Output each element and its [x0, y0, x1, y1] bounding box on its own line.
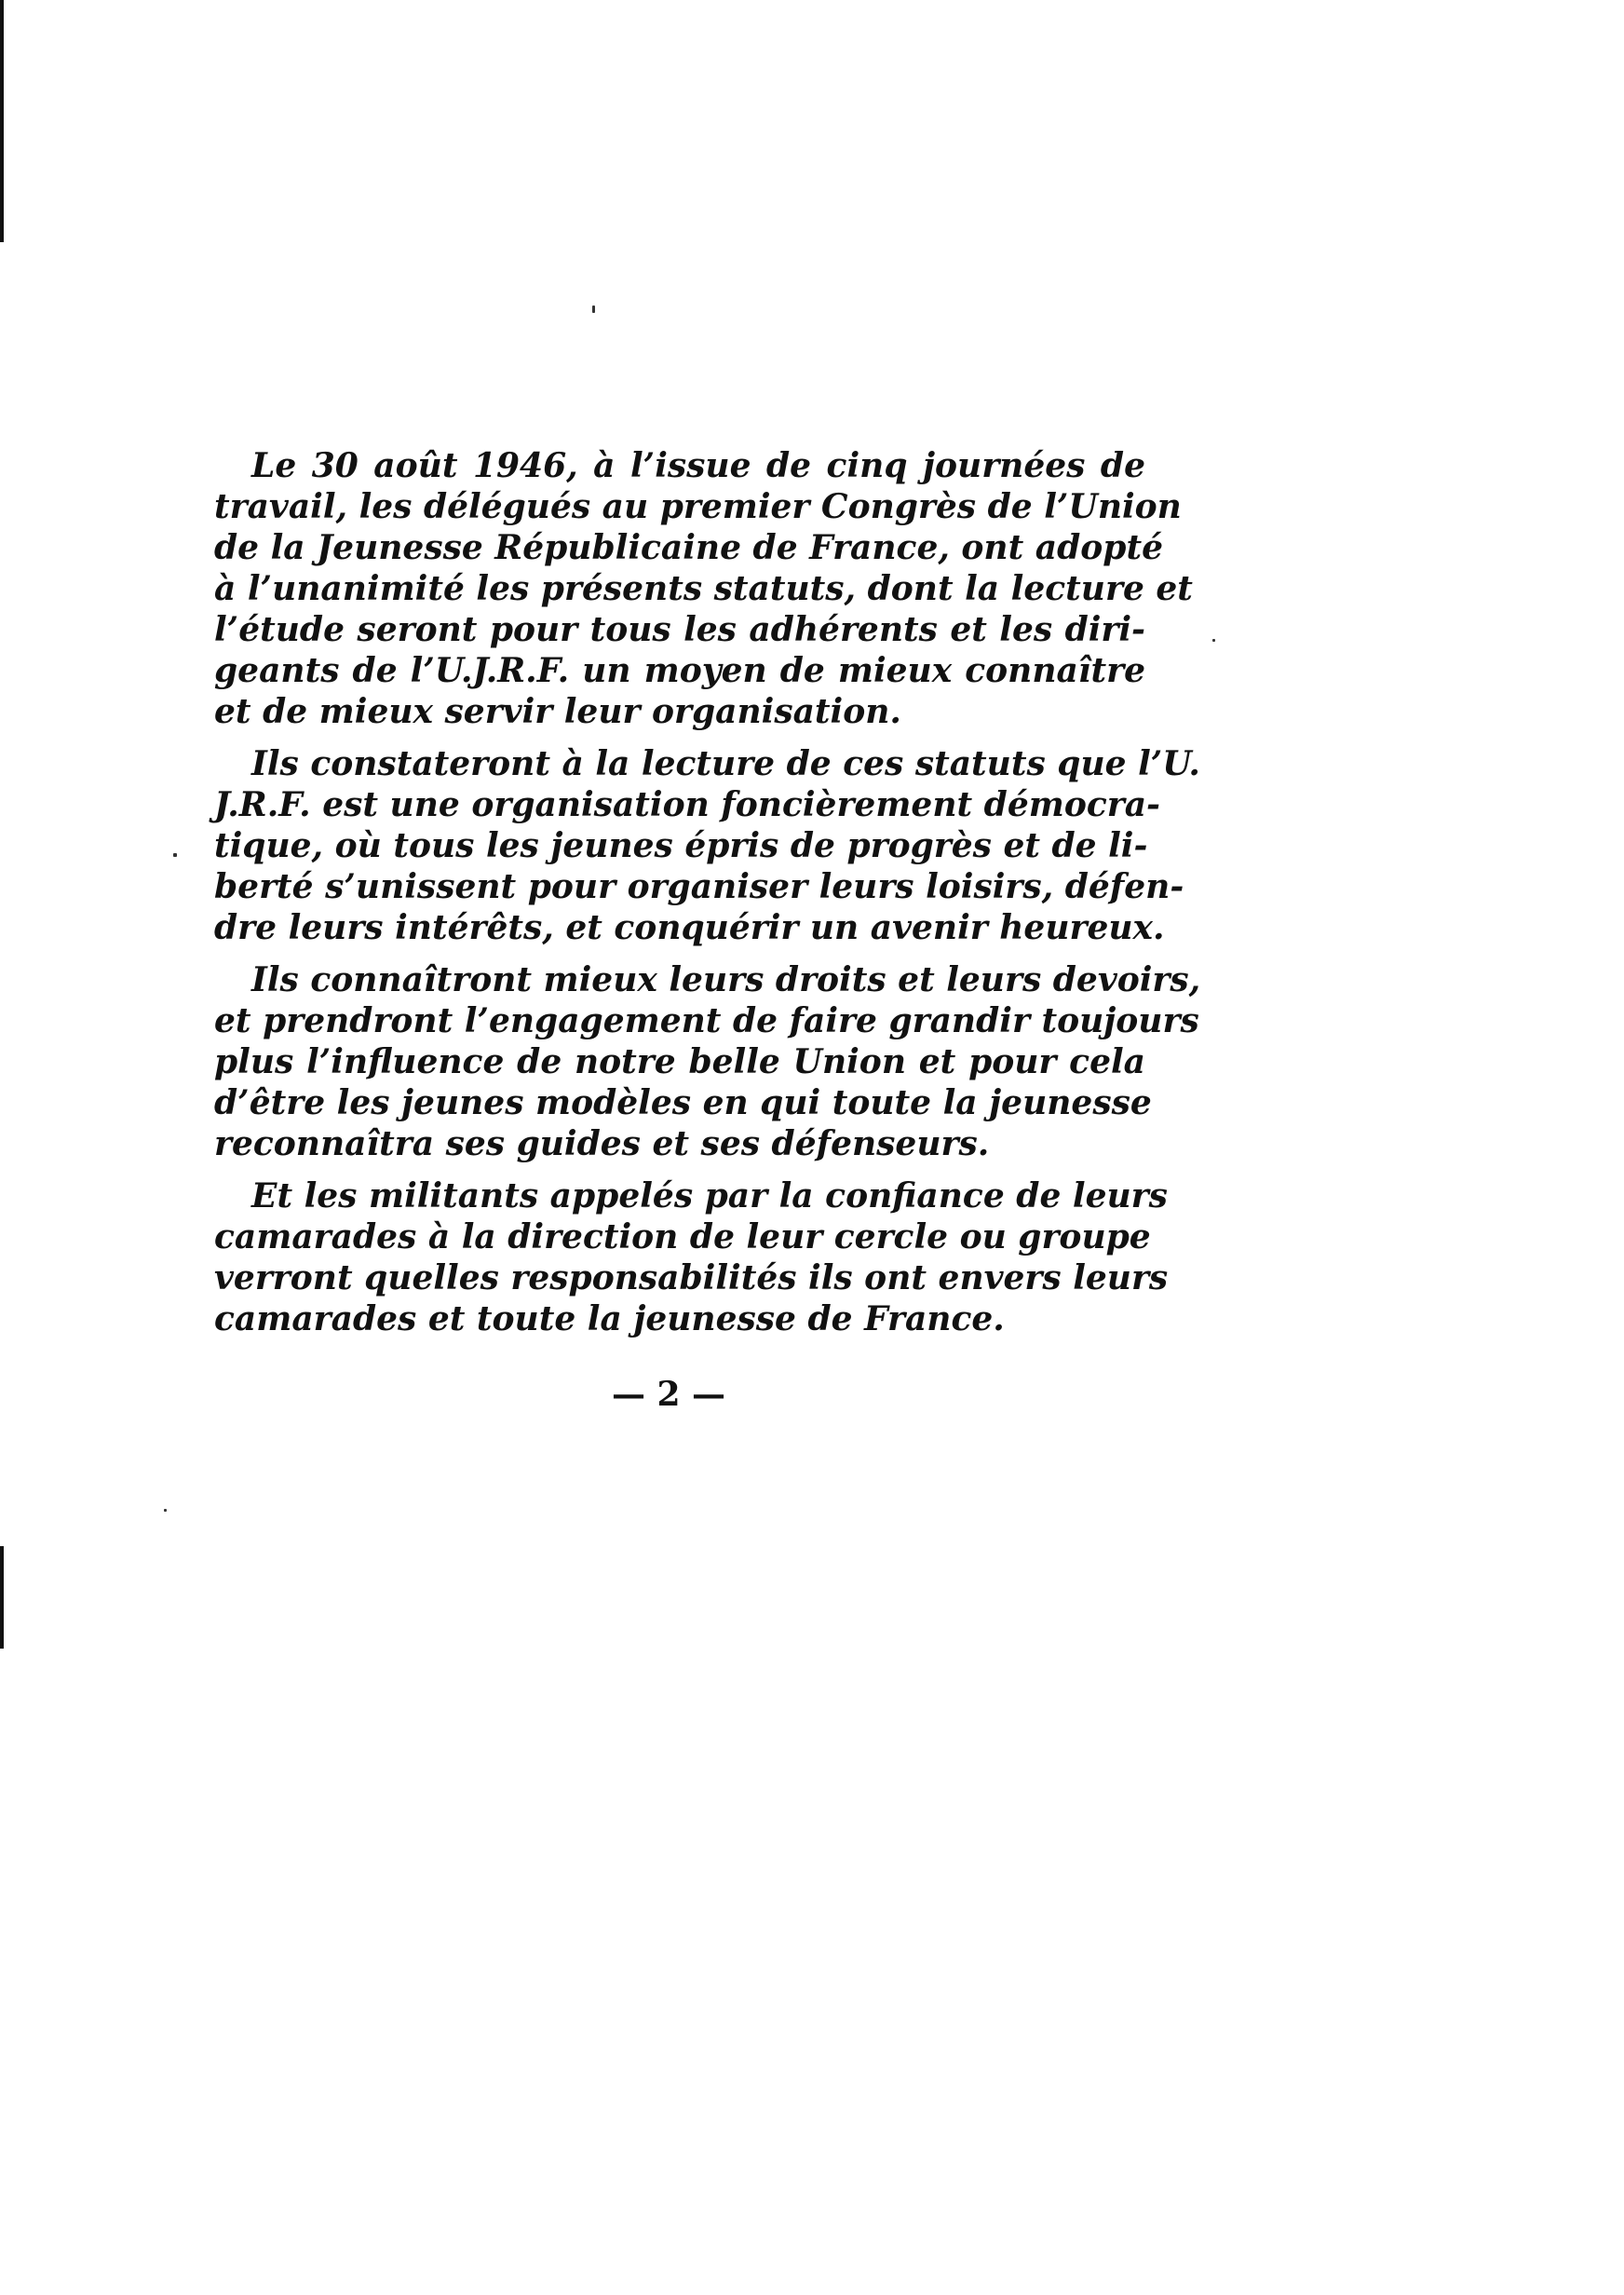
- text-line: et de mieux servir leur organisation.: [214, 692, 901, 731]
- paragraph: [214, 959, 1201, 1164]
- text-line: l’étude seront pour tous les adhérents et les diri-: [214, 610, 1145, 649]
- text-line: reconnaîtra ses guides et ses défenseurs.: [214, 1124, 990, 1163]
- scan-speck: [1212, 639, 1215, 642]
- text-line: verront quelles responsabilités ils ont envers leurs: [214, 1258, 1169, 1297]
- text-line: J.R.F. est une organisation foncièrement démocra-: [214, 785, 1160, 824]
- scan-edge-mark: [0, 0, 4, 242]
- text-line: tique, où tous les jeunes épris de progrès et de li-: [214, 826, 1148, 865]
- paragraph: [214, 1175, 1169, 1339]
- text-line: et prendront l’engagement de faire grandir toujours: [214, 1001, 1199, 1040]
- text-line: camarades et toute la jeunesse de France.: [214, 1299, 1005, 1338]
- text-line: d’être les jeunes modèles en qui toute la jeunesse: [214, 1083, 1152, 1122]
- scan-edge-mark: [0, 1546, 4, 1649]
- text-line: camarades à la direction de leur cercle ou groupe: [214, 1217, 1151, 1256]
- text-line: travail, les délégués au premier Congrès de l’Union: [214, 487, 1182, 526]
- scan-speck: [164, 1509, 167, 1512]
- scan-speck: [173, 853, 177, 857]
- text-line: Et les militants appelés par la confiance de leurs: [251, 1176, 1168, 1215]
- scan-speck: [592, 306, 595, 313]
- text-line: Ils constateront à la lecture de ces statuts que l’U.: [251, 744, 1200, 783]
- text-line: de la Jeunesse Républicaine de France, ont adopté: [214, 528, 1163, 567]
- text-line: Ils connaîtront mieux leurs droits et leurs devoirs,: [251, 960, 1201, 999]
- paragraph: [214, 743, 1200, 948]
- text-line: à l’unanimité les présents statuts, dont la lecture et: [214, 569, 1193, 608]
- body-text: [214, 445, 1201, 1351]
- text-line: Le 30 août 1946, à l’issue de cinq journées de: [251, 446, 1145, 485]
- page-number: — 2 —: [611, 1375, 726, 1414]
- text-line: plus l’influence de notre belle Union et pour cela: [214, 1042, 1145, 1081]
- text-line: berté s’unissent pour organiser leurs loisirs, défen-: [214, 867, 1184, 906]
- text-line: dre leurs intérêts, et conquérir un avenir heureux.: [214, 908, 1165, 947]
- text-line: geants de l’U.J.R.F. un moyen de mieux connaître: [214, 651, 1145, 690]
- paragraph: [214, 445, 1193, 732]
